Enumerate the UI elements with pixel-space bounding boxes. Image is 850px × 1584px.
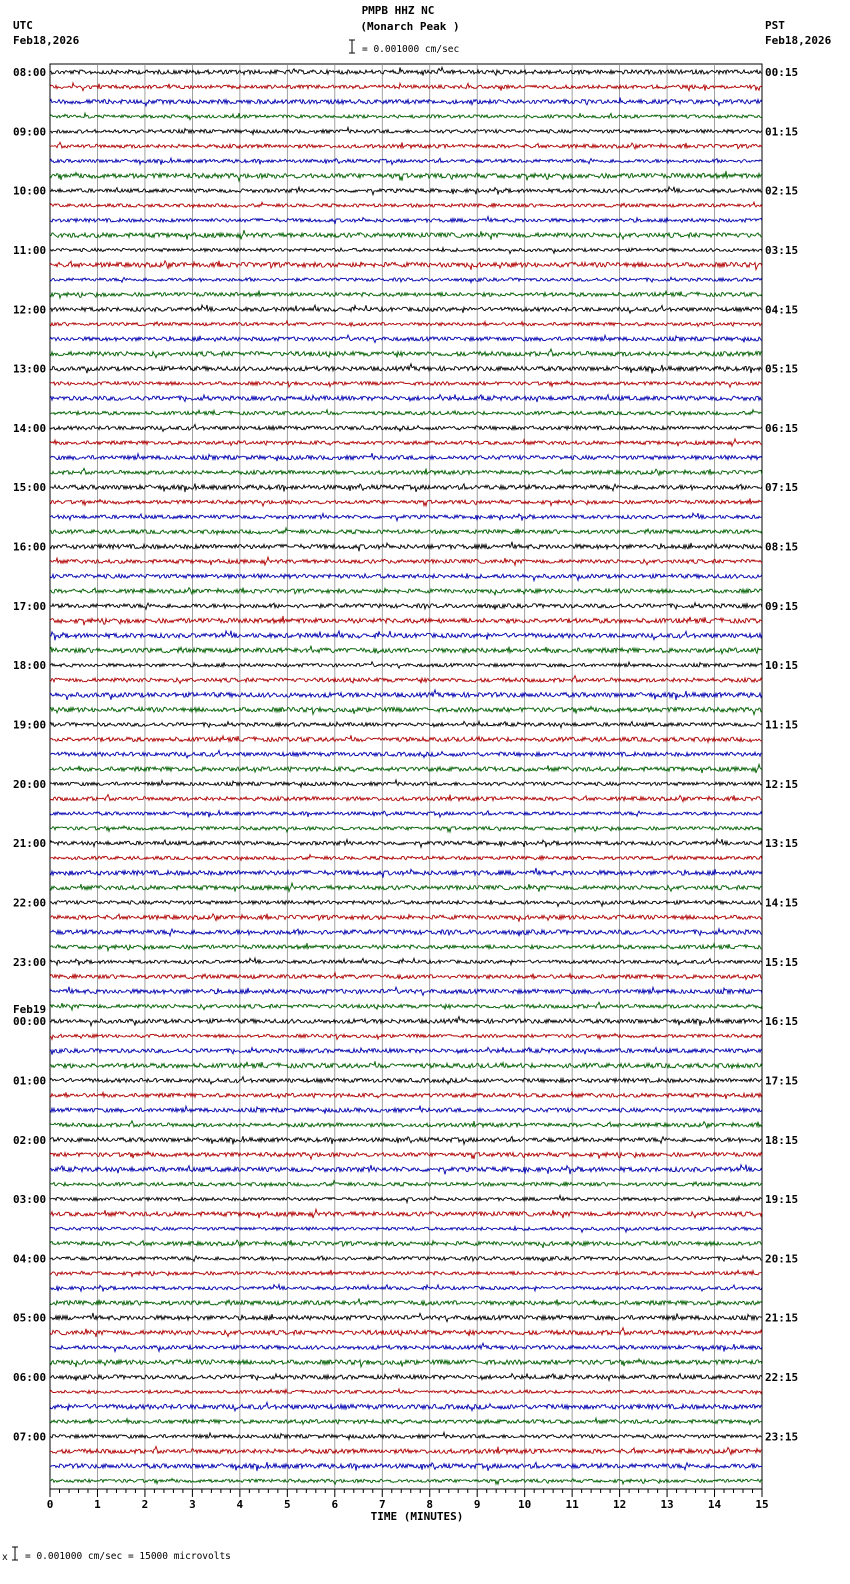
trace-91 [50,1402,762,1411]
pst-hour-label: 20:15 [765,1252,799,1266]
trace-47 [50,750,762,758]
pst-hour-label: 13:15 [765,837,799,851]
trace-79 [50,1227,762,1233]
x-tick-label: 3 [189,1498,196,1511]
trace-66 [50,1034,762,1040]
x-tick-label: 1 [94,1498,101,1511]
trace-1 [50,67,762,75]
utc-hour-label: 06:00 [13,1371,47,1385]
trace-59 [50,929,762,937]
trace-4 [50,113,762,120]
trace-65 [50,1017,762,1026]
trace-85 [50,1313,762,1322]
x-tick-label: 13 [660,1498,674,1511]
station-title: PMPB HHZ NC [361,4,435,17]
utc-hour-label: 16:00 [13,540,47,554]
x-tick-label: 4 [236,1498,244,1511]
utc-hour-label: 23:00 [13,955,47,969]
trace-87 [50,1343,762,1351]
trace-45 [50,721,762,727]
pst-hour-label: 00:15 [765,66,799,79]
trace-93 [50,1432,762,1439]
utc-hour-label: 18:00 [13,659,47,673]
pst-hour-label: 23:15 [765,1430,799,1444]
trace-57 [50,900,762,906]
utc-hour-labels [13,66,46,1443]
trace-44 [50,707,762,715]
trace-6 [50,142,762,149]
trace-75 [50,1165,762,1175]
trace-17 [50,305,762,313]
trace-72 [50,1121,762,1128]
trace-24 [50,410,762,416]
footer-marker: x [2,1552,8,1563]
trace-51 [50,811,762,818]
trace-73 [50,1136,762,1144]
pst-hour-label: 22:15 [765,1371,799,1385]
trace-69 [50,1077,762,1084]
trace-63 [50,987,762,996]
trace-83 [50,1285,762,1292]
trace-55 [50,868,762,878]
trace-54 [50,855,762,861]
utc-hour-label: 17:00 [13,599,47,613]
station-location: (Monarch Peak ) [360,20,460,33]
trace-46 [50,735,762,742]
utc-hour-label: 07:00 [13,1430,47,1444]
time-axis [47,1489,769,1511]
trace-77 [50,1196,762,1203]
trace-38 [50,616,762,625]
utc-hour-label: 09:00 [13,125,47,139]
pst-hour-label: 14:15 [765,896,799,910]
trace-5 [50,127,762,134]
trace-11 [50,217,762,225]
trace-36 [50,588,762,596]
left-timezone: UTC [13,19,33,32]
pst-hour-label: 17:15 [765,1074,799,1088]
trace-29 [50,484,762,493]
right-timezone: PST [765,19,785,32]
x-tick-label: 7 [378,1498,386,1511]
x-tick-label: 5 [284,1498,291,1511]
pst-hour-label: 18:15 [765,1133,799,1147]
trace-30 [50,498,762,506]
trace-13 [50,248,762,254]
x-tick-label: 8 [426,1498,434,1511]
trace-35 [50,573,762,580]
utc-hour-label: 03:00 [13,1193,47,1207]
trace-71 [50,1106,762,1114]
trace-62 [50,973,762,980]
day-change-label: Feb19 [13,1003,47,1016]
x-tick-label: 0 [46,1498,54,1511]
x-tick-label: 6 [331,1498,339,1511]
pst-hour-label: 09:15 [765,599,799,613]
trace-40 [50,646,762,654]
trace-32 [50,528,762,535]
trace-42 [50,676,762,684]
trace-43 [50,690,762,700]
trace-96 [50,1479,762,1485]
trace-27 [50,453,762,461]
trace-19 [50,335,762,343]
trace-74 [50,1152,762,1160]
utc-hour-label: 05:00 [13,1311,47,1325]
footer-scale-note: = 0.001000 cm/sec = 15000 microvolts [25,1551,231,1562]
utc-hour-label: 20:00 [13,777,47,791]
pst-hour-label: 15:15 [765,955,799,969]
trace-50 [50,795,762,802]
x-tick-label: 9 [473,1498,481,1511]
trace-9 [50,187,762,195]
pst-hour-label: 08:15 [765,540,799,554]
footer-scale-bar-icon [12,1547,18,1560]
trace-61 [50,958,762,965]
scale-label: = 0.001000 cm/sec [362,44,460,55]
trace-78 [50,1209,762,1218]
x-tick-label: 2 [141,1498,149,1511]
trace-31 [50,513,762,521]
utc-hour-label: 10:00 [13,184,47,198]
utc-hour-label: 19:00 [13,718,47,732]
trace-92 [50,1418,762,1425]
trace-2 [50,83,762,91]
trace-90 [50,1389,762,1394]
trace-39 [50,631,762,641]
x-tick-label: 14 [707,1498,722,1511]
trace-58 [50,914,762,922]
trace-3 [50,97,762,106]
pst-hour-label: 07:15 [765,481,799,495]
trace-82 [50,1270,762,1277]
pst-hour-label: 12:15 [765,777,799,791]
pst-hour-label: 04:15 [765,303,799,317]
trace-22 [50,381,762,387]
x-axis-label: TIME (MINUTES) [370,1510,464,1523]
seismic-traces [50,67,762,1484]
trace-52 [50,826,762,832]
trace-60 [50,943,762,951]
utc-hour-label: 04:00 [13,1252,47,1266]
trace-28 [50,468,762,475]
utc-hour-label: 00:00 [13,1015,47,1029]
x-tick-label: 11 [565,1498,579,1511]
trace-68 [50,1061,762,1069]
trace-56 [50,883,762,892]
trace-89 [50,1374,762,1381]
utc-hour-label: 15:00 [13,481,47,495]
pst-hour-label: 06:15 [765,421,799,435]
pst-hour-label: 02:15 [765,184,799,198]
trace-88 [50,1359,762,1367]
trace-53 [50,839,762,847]
pst-hour-label: 16:15 [765,1015,799,1029]
scale-bar-icon [349,40,355,53]
x-tick-label: 10 [518,1498,532,1511]
trace-26 [50,439,762,446]
trace-7 [50,158,762,165]
trace-48 [50,764,762,773]
utc-hour-label: 14:00 [13,421,47,435]
trace-70 [50,1092,762,1099]
utc-hour-label: 01:00 [13,1074,47,1088]
utc-hour-label: 21:00 [13,837,47,851]
pst-hour-label: 11:15 [765,718,799,732]
trace-12 [50,230,762,240]
trace-18 [50,321,762,327]
trace-41 [50,662,762,668]
pst-hour-label: 19:15 [765,1193,799,1207]
trace-10 [50,202,762,208]
trace-14 [50,261,762,270]
trace-21 [50,364,762,374]
trace-25 [50,424,762,431]
pst-hour-labels [765,66,798,1443]
trace-81 [50,1256,762,1262]
x-tick-label: 15 [755,1498,769,1511]
trace-16 [50,291,762,299]
trace-64 [50,1002,762,1010]
utc-hour-label: 22:00 [13,896,47,910]
right-date: Feb18,2026 [765,34,832,47]
utc-hour-label: 13:00 [13,362,47,376]
trace-76 [50,1181,762,1187]
utc-hour-label: 11:00 [13,243,47,257]
utc-hour-label: 02:00 [13,1133,47,1147]
trace-49 [50,780,762,787]
trace-95 [50,1462,762,1471]
trace-37 [50,603,762,610]
trace-86 [50,1328,762,1337]
left-date: Feb18,2026 [13,34,80,47]
pst-hour-label: 21:15 [765,1311,799,1325]
trace-67 [50,1047,762,1054]
trace-20 [50,349,762,358]
utc-hour-label: 08:00 [13,66,47,79]
x-tick-label: 12 [612,1498,627,1511]
pst-hour-label: 10:15 [765,659,799,673]
trace-34 [50,557,762,565]
trace-23 [50,395,762,403]
trace-80 [50,1240,762,1248]
pst-hour-label: 05:15 [765,362,799,376]
trace-33 [50,542,762,552]
trace-15 [50,277,762,282]
pst-hour-label: 03:15 [765,243,799,257]
trace-94 [50,1447,762,1455]
pst-hour-label: 01:15 [765,125,799,139]
utc-hour-label: 12:00 [13,303,47,317]
trace-8 [50,171,762,181]
trace-84 [50,1299,762,1306]
